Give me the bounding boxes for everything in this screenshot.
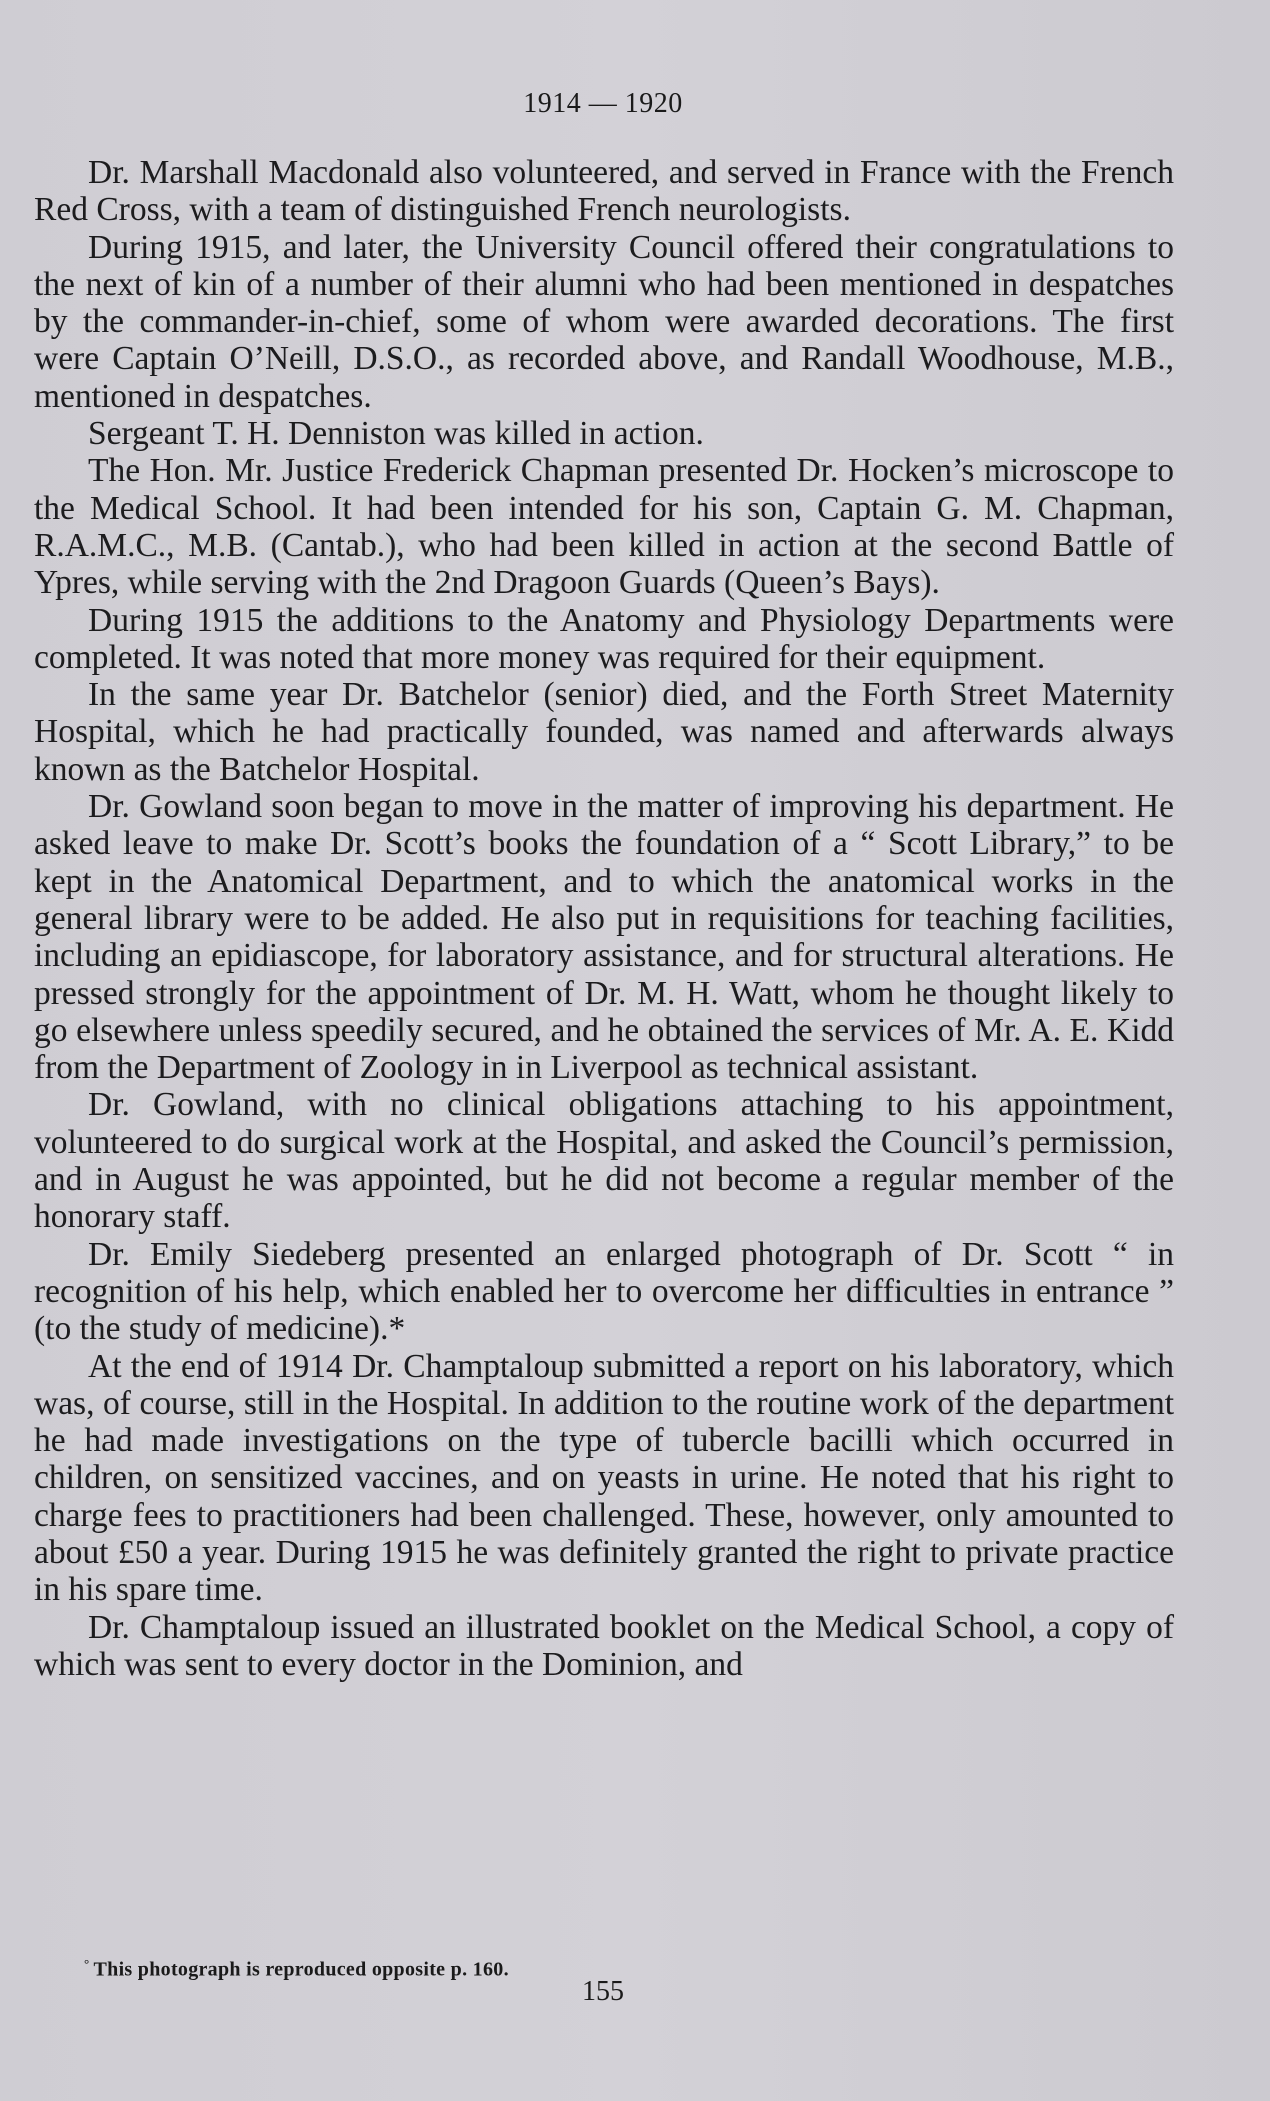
paragraph: During 1915, and later, the University Council offered their congratulations to the next of kin of a number of their alumni who had been mentioned in despatches by the commander-in-chief, some of whom were awarded decorations. The first were Captain O’Neill, D.S.O., as recorded above, and Randall Woodhouse, M.B., mentioned in despatches. bbox=[34, 228, 1174, 415]
paragraph: Dr. Marshall Macdonald also volunteered, and served in France with the French Red Cross, with a team of distinguished French neurologists. bbox=[34, 154, 1174, 229]
paragraph: The Hon. Mr. Justice Frederick Chapman presented Dr. Hocken’s microscope to the Medical School. It had been intended for his son, Captain G. M. Chapman, R.A.M.C., M.B. (Cantab.), who had been killed in action at the second Battle of Ypres, while serving with the 2nd Dragoon Guards (Queen’s Bays). bbox=[34, 452, 1174, 602]
paragraph: During 1915 the additions to the Anatomy and Physiology Departments were completed. It was noted that more money was required for their equipment. bbox=[34, 601, 1174, 676]
paragraph: At the end of 1914 Dr. Champtaloup submitted a report on his laboratory, which was, of course, still in the Hospital. In addition to the routine work of the department he had made investigations on the type of tubercle bacilli which occurred in children, on sensitized vaccines, and on yeasts in urine. He noted that his right to charge fees to practitioners had been challenged. These, however, only amounted to about £50 a year. During 1915 he was definitely granted the right to private practice in his spare time. bbox=[34, 1347, 1174, 1609]
footnote-text: This photograph is reproduced opposite p. 160. bbox=[93, 1958, 509, 1981]
paragraph: Dr. Gowland, with no clinical obligations attaching to his appointment, volunteered to do surgical work at the Hospital, and asked the Council’s permission, and in August he was appointed, but he did not become a regular member of the honorary staff. bbox=[34, 1086, 1174, 1236]
paragraph: Dr. Emily Siedeberg presented an enlarged photograph of Dr. Scott “ in recognition of his help, which enabled her to overcome her difficulties in entrance ” (to the study of medicine).* bbox=[34, 1235, 1174, 1348]
paragraph: In the same year Dr. Batchelor (senior) died, and the Forth Street Maternity Hospital, which he had practically founded, was named and afterwards always known as the Batchelor Hospital. bbox=[34, 676, 1174, 788]
paragraph: Dr. Champtaloup issued an illustrated booklet on the Medical School, a copy of which was sent to every doctor in the Dominion, and bbox=[34, 1608, 1174, 1683]
paragraph: Sergeant T. H. Denniston was killed in action. bbox=[88, 415, 704, 453]
running-head: 1914 — 1920 bbox=[523, 88, 683, 119]
paragraph: Dr. Gowland soon began to move in the matter of improving his department. He asked leave to make Dr. Scott’s books the foundation of a “ Scott Library,” to be kept in the Anatomical Department, and to which the anatomical works in the general library were to be added. He also put in requisitions for teaching facilities, including an epidiascope, for laboratory assistance, and for structural alterations. He pressed strongly for the appointment of Dr. M. H. Watt, whom he thought likely to go elsewhere unless speedily secured, and he obtained the services of Mr. A. E. Kidd from the Department of Zoology in in Liverpool as technical assistant. bbox=[34, 788, 1174, 1087]
footnote-mark: ° bbox=[84, 1956, 90, 1971]
page-number: 155 bbox=[582, 1976, 624, 2007]
body-text bbox=[34, 154, 1174, 1683]
